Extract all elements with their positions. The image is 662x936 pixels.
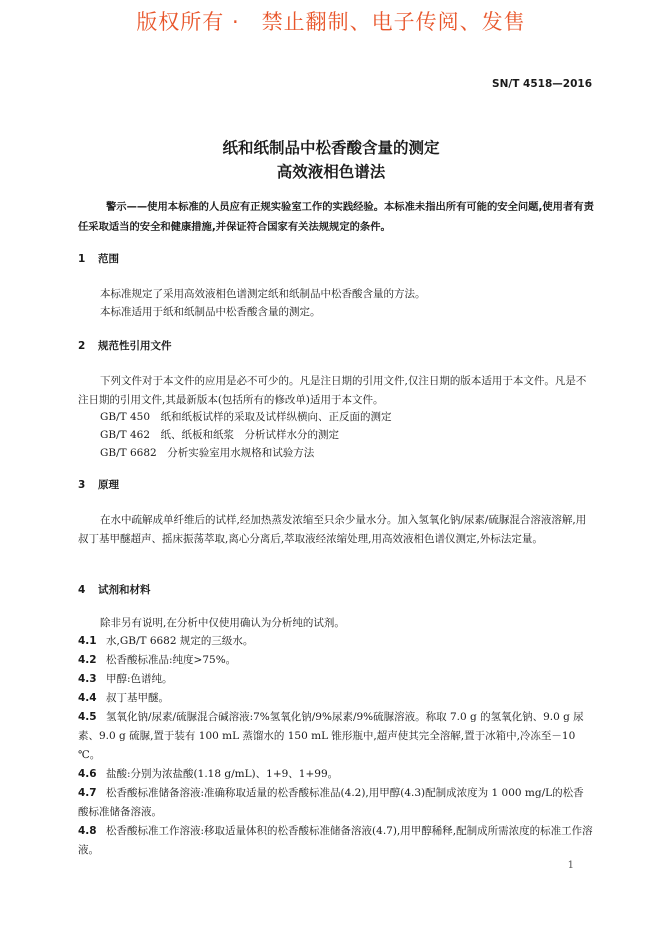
item-number: 4.5 xyxy=(78,711,97,723)
document-subtitle: 高效液相色谱法 xyxy=(276,163,386,181)
item-text: 松香酸标准工作溶液:移取适量体积的松香酸标准储备溶液(4.7),用甲醇稀释,配制成所需浓度的标准工作溶液。 xyxy=(78,825,593,856)
reference-item: GB/T 450 纸和纸板试样的采取及试样纵横向、正反面的测定 xyxy=(100,411,392,423)
reagent-item xyxy=(78,689,594,708)
item-number: 4.8 xyxy=(78,825,97,837)
scope-paragraph-1: 本标准规定了采用高效液相色谱测定纸和纸制品中松香酸含量的方法。 xyxy=(100,288,426,300)
item-text: 氢氧化钠/尿素/硫脲混合碱溶液:7%氢氧化钠/9%尿素/9%硫脲溶液。称取 7.0 g 的氢氧化钠、9.0 g 尿素、9.0 g 硫脲,置于装有 100 mL 蒸馏水的 150 mL 锥形瓶中,超声使其完全溶解,置于冰箱中,冷冻至－10 ℃。 xyxy=(78,711,584,761)
section-title: 规范性引用文件 xyxy=(98,340,172,352)
item-number: 4.1 xyxy=(78,635,97,647)
reagent-item xyxy=(78,651,594,670)
section-heading-reagents xyxy=(78,582,151,597)
page-number: 1 xyxy=(567,860,574,871)
reagent-item xyxy=(78,632,594,651)
section-number: 1 xyxy=(78,253,86,265)
watermark: 版权所有 · 禁止翻制、电子传阅、发售 xyxy=(136,10,526,34)
reference-item: GB/T 6682 分析实验室用水规格和试验方法 xyxy=(100,447,315,459)
item-number: 4.7 xyxy=(78,787,97,799)
item-text: 盐酸:分别为浓盐酸(1.18 g/mL)、1+9、1+99。 xyxy=(106,768,339,780)
item-number: 4.4 xyxy=(78,692,97,704)
section-heading-normative xyxy=(78,338,172,353)
document-title: 纸和纸制品中松香酸含量的测定 xyxy=(222,139,440,157)
standard-code: SN/T 4518—2016 xyxy=(492,78,592,90)
reagent-item xyxy=(78,708,594,765)
reagent-item xyxy=(78,784,594,822)
section-title: 试剂和材料 xyxy=(98,584,151,596)
section-heading-scope xyxy=(78,251,119,266)
section-number: 4 xyxy=(78,584,86,596)
section-heading-principle xyxy=(78,477,119,492)
item-text: 松香酸标准储备溶液:准确称取适量的松香酸标准品(4.2),用甲醇(4.3)配制成浓度为 1 000 mg/L的松香酸标准储备溶液。 xyxy=(78,787,584,818)
section-title: 原理 xyxy=(98,479,119,491)
reagent-item xyxy=(78,822,594,860)
section-title: 范围 xyxy=(98,253,119,265)
item-number: 4.3 xyxy=(78,673,97,685)
reagent-item xyxy=(78,765,594,784)
item-text: 水,GB/T 6682 规定的三级水。 xyxy=(106,635,254,647)
item-number: 4.6 xyxy=(78,768,97,780)
section-number: 3 xyxy=(78,479,86,491)
item-number: 4.2 xyxy=(78,654,97,666)
scope-paragraph-2: 本标准适用于纸和纸制品中松香酸含量的测定。 xyxy=(100,306,321,318)
reagent-item xyxy=(78,670,594,689)
item-text: 松香酸标准品:纯度>75%。 xyxy=(106,654,237,666)
warning-paragraph: 警示——使用本标准的人员应有正规实验室工作的实践经验。本标准未指出所有可能的安全问题,使用者有责任采取适当的安全和健康措施,并保证符合国家有关法规规定的条件。 xyxy=(78,201,594,233)
normative-intro: 下列文件对于本文件的应用是必不可少的。凡是注日期的引用文件,仅注日期的版本适用于本文件。凡是不注日期的引用文件,其最新版本(包括所有的修改单)适用于本文件。 xyxy=(78,375,587,406)
reference-item: GB/T 462 纸、纸板和纸浆 分析试样水分的测定 xyxy=(100,429,340,441)
principle-paragraph: 在水中疏解成单纤维后的试样,经加热蒸发浓缩至只余少量水分。加入氢氧化钠/尿素/硫脲混合溶液溶解,用叔丁基甲醚超声、摇床振荡萃取,离心分离后,萃取液经浓缩处理,用高效液相色谱仪测定,外标法定量。 xyxy=(78,514,587,545)
reagents-intro: 除非另有说明,在分析中仅使用确认为分析纯的试剂。 xyxy=(100,617,345,629)
item-text: 叔丁基甲醚。 xyxy=(106,692,169,704)
section-number: 2 xyxy=(78,340,86,352)
item-text: 甲醇:色谱纯。 xyxy=(106,673,173,685)
